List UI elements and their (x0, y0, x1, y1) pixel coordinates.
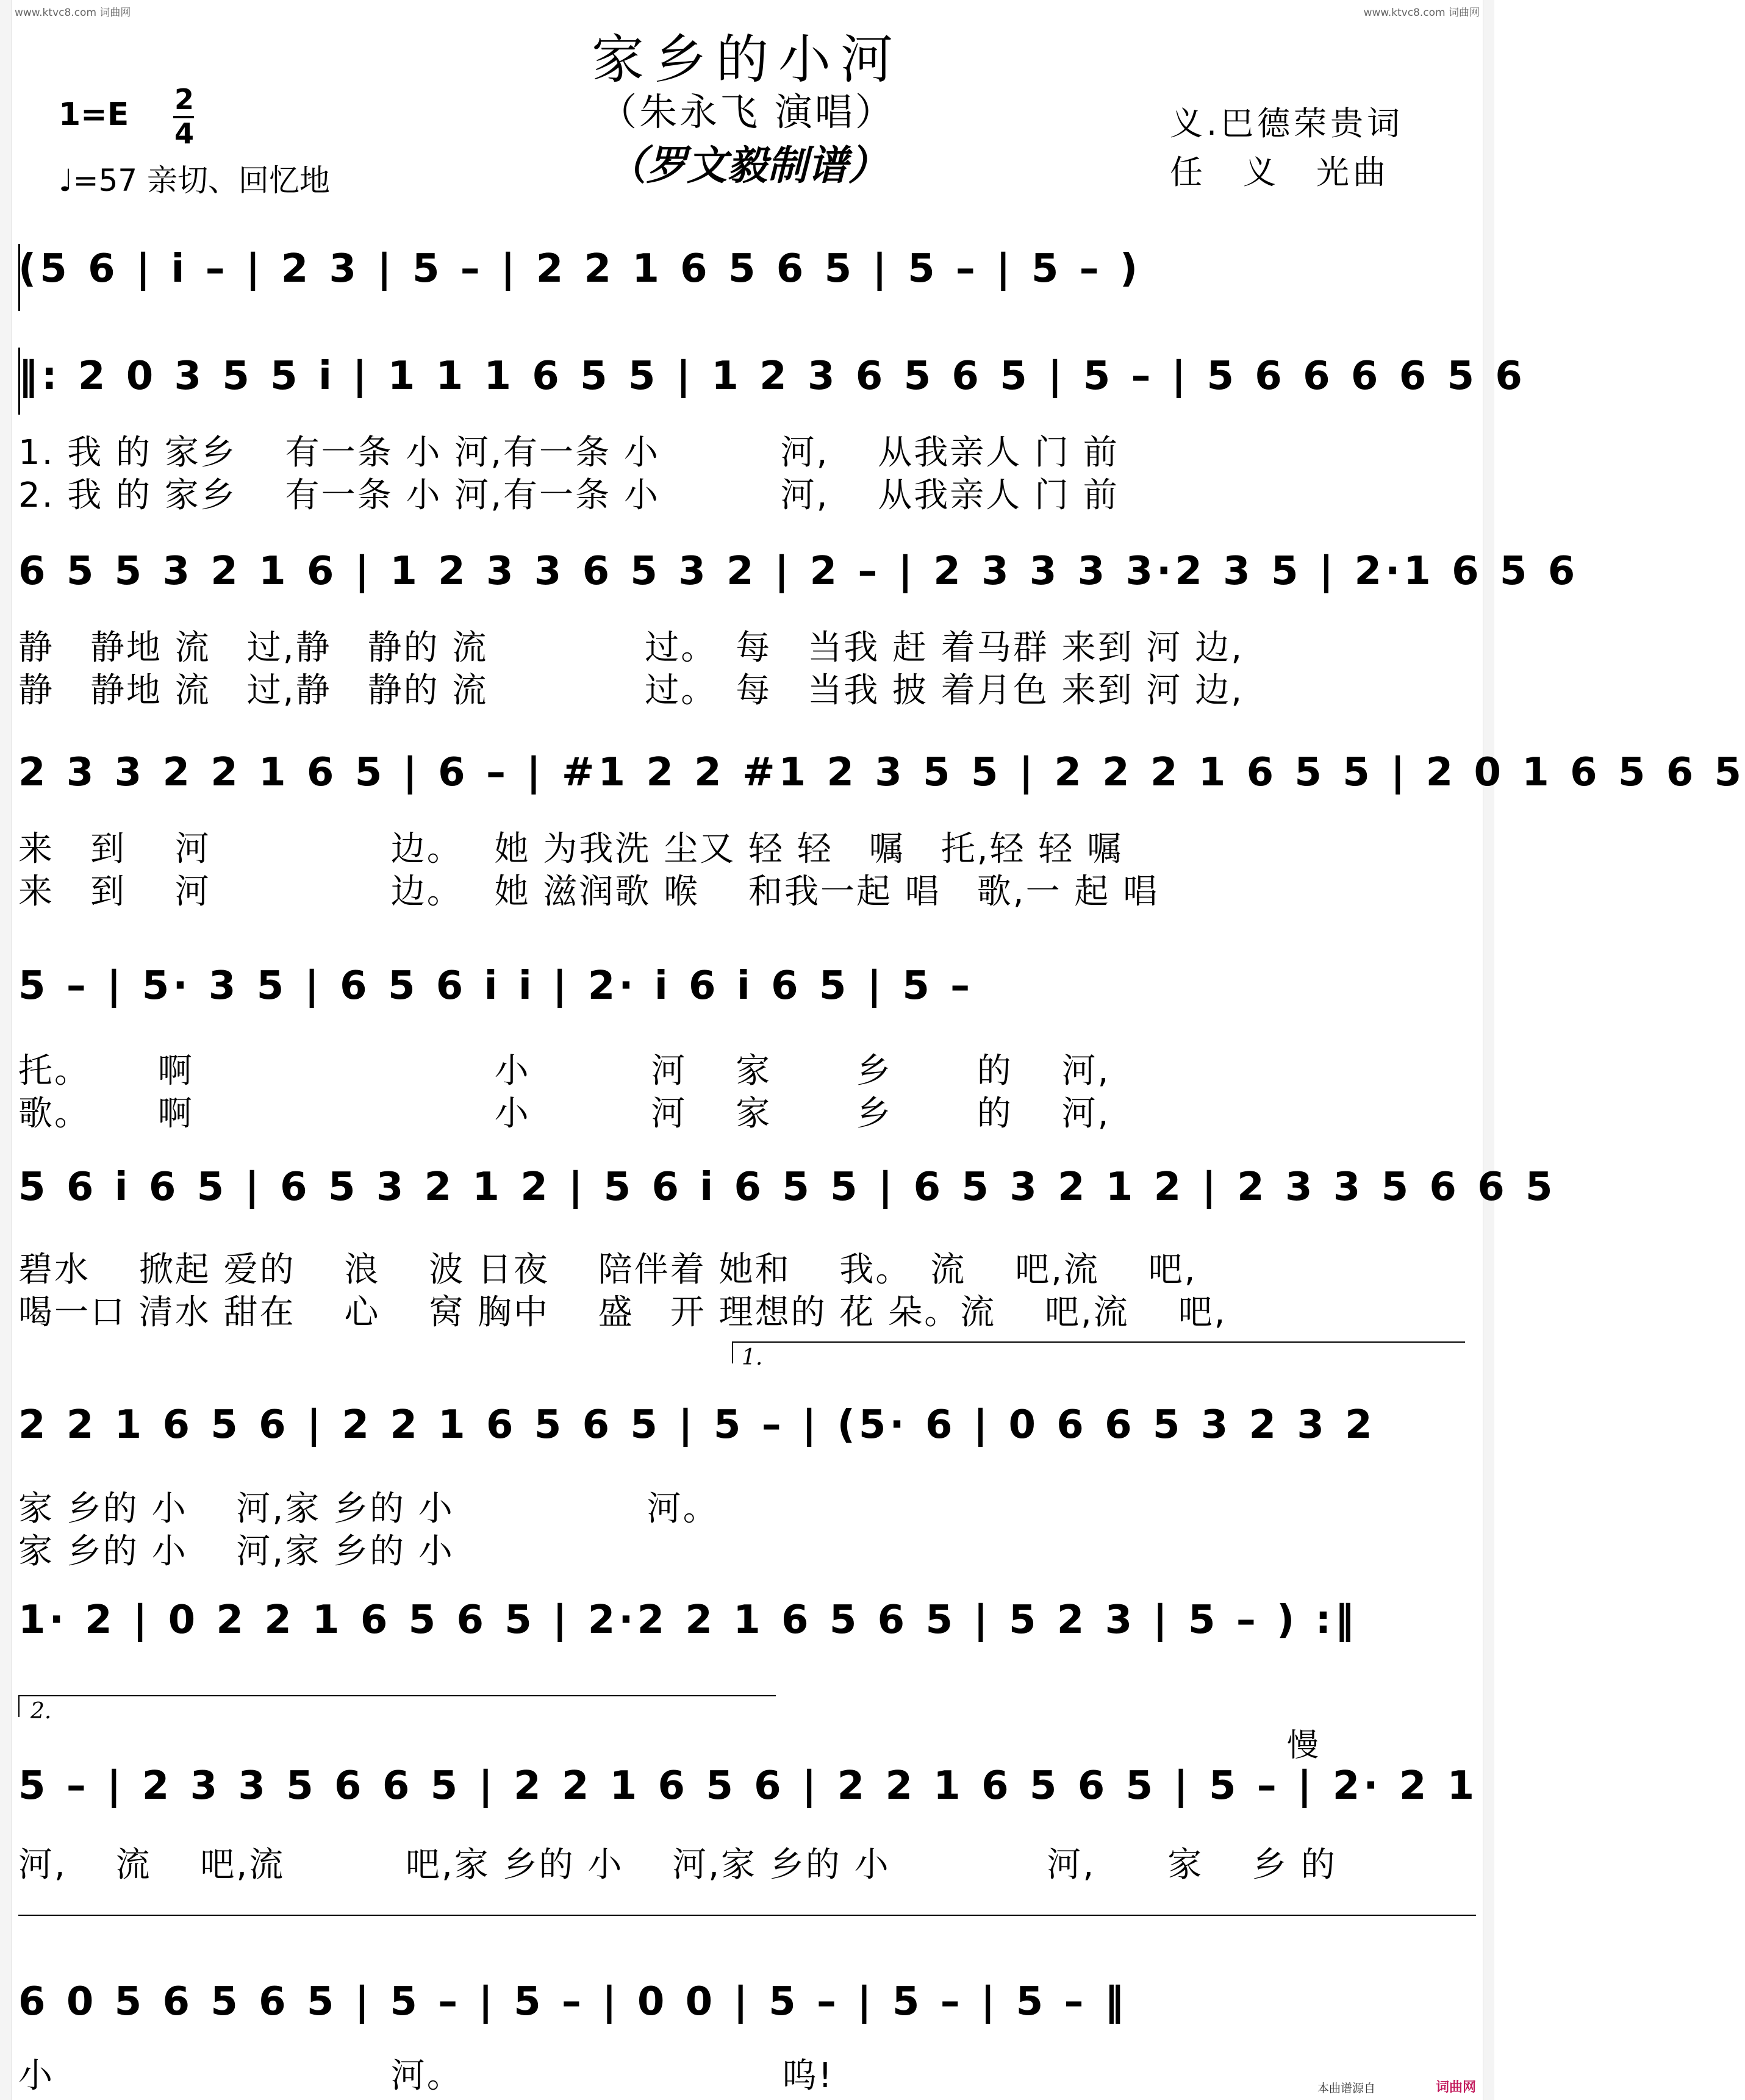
transcriber-line: （罗文毅制谱） (606, 141, 888, 189)
score-row (18, 1152, 1557, 1335)
left-margin-strip (0, 0, 12, 2100)
site-watermark-left: www.ktvc8.com 词曲网 (15, 7, 131, 19)
lyric-verse-1: 来 到 河 边。 她 为我洗 尘又 轻 轻 嘱 托,轻 轻 嘱 (18, 829, 1123, 869)
lyric-verse-1: 碧水 掀起 爱的 浪 波 日夜 陪伴着 她和 我。 流 吧,流 吧, (18, 1250, 1197, 1290)
notation-line: 6 0 5 6 5 6 5 | 5 – | 5 – | 0 0 | 5 – | 5 – | 5 – ‖ (18, 1979, 1128, 2024)
lyric-verse-2: 歌。 啊 小 河 家 乡 的 河, (18, 1094, 1111, 1134)
system-top-rule (18, 1915, 1476, 1916)
lyric-verse-2: 来 到 河 边。 她 滋润歌 喉 和我一起 唱 歌,一 起 唱 (18, 872, 1159, 912)
notation-line: 5 – | 2 3 3 5 6 6 5 | 2 2 1 6 5 6 | 2 2 1 6 5 6 5 | 5 – | 2· 2 1 (18, 1763, 1478, 1809)
site-watermark-right: www.ktvc8.com 词曲网 (1363, 7, 1480, 19)
score-row (18, 1585, 1476, 1671)
volta-bracket-1 (732, 1341, 1465, 1363)
notation-line: ‖: 2 0 3 5 5 i | 1 1 1 6 5 5 | 1 2 3 6 5 6 5 | 5 – | 5 6 6 6 6 5 6 (18, 354, 1526, 399)
composer-credit: 任 义 光曲 (1170, 153, 1389, 191)
lyric-line: 河, 流 吧,流 吧,家 乡的 小 河,家 乡的 小 河, 家 乡 的 (18, 1845, 1337, 1885)
time-signature-top: 2 (174, 83, 195, 116)
right-margin-strip (1483, 0, 1494, 2100)
notation-line: 2 2 1 6 5 6 | 2 2 1 6 5 6 5 | 5 – | (5· 6 | 0 6 6 5 3 2 3 2 (18, 1402, 1376, 1448)
volta-number-1: 1. (742, 1345, 763, 1370)
lyric-verse-2: 静 静地 流 过,静 静的 流 过。 每 当我 披 着月色 来到 河 边, (18, 671, 1244, 710)
key-signature: 1=E (59, 96, 129, 133)
notation-line: (5 6 | i – | 2 3 | 5 – | 2 2 1 6 5 6 5 | 5 – | 5 – ) (18, 246, 1142, 291)
score-row (18, 738, 1745, 915)
footer-source-label: 本曲谱源自 (1317, 2082, 1376, 2095)
score-row (18, 1341, 1476, 1573)
notation-line: 5 6 i 6 5 | 6 5 3 2 1 2 | 5 6 i 6 5 5 | 6 5 3 2 1 2 | 2 3 3 5 6 6 5 (18, 1165, 1557, 1210)
score-row (18, 1695, 1476, 1896)
score-row (18, 232, 1476, 323)
volta-bracket-2 (18, 1695, 776, 1717)
lyric-line: 小 河。 呜! (18, 2056, 834, 2096)
lyric-verse-1: 1. 我 的 家乡 有一条 小 河,有一条 小 河, 从我亲人 门 前 (18, 433, 1119, 473)
lyric-verse-2: 2. 我 的 家乡 有一条 小 河,有一条 小 河, 从我亲人 门 前 (18, 476, 1119, 515)
score-row (18, 341, 1526, 518)
lyric-verse-2: 家 乡的 小 河,家 乡的 小 (18, 1532, 454, 1571)
notation-line: 5 – | 5· 3 5 | 6 5 6 i i | 2· i 6 i 6 5 | 5 – (18, 963, 974, 1009)
song-title: 家乡的小河 (592, 29, 903, 90)
lyric-verse-1: 静 静地 流 过,静 静的 流 过。 每 当我 赶 着马群 来到 河 边, (18, 628, 1244, 668)
volta-number-2: 2. (30, 1699, 52, 1724)
tempo-mark-slow: 慢 (1287, 1727, 1319, 1764)
singer-line: （朱永飞 演唱） (599, 90, 895, 134)
lyric-verse-1: 家 乡的 小 河,家 乡的 小 河。 (18, 1489, 719, 1529)
notation-line: 6 5 5 3 2 1 6 | 1 2 3 3 6 5 3 2 | 2 – | 2 3 3 3 3·2 3 5 | 2·1 6 5 6 (18, 549, 1579, 594)
notation-line: 2 3 3 2 2 1 6 5 | 6 – | #1 2 2 #1 2 3 5 5 | 2 2 2 1 6 5 5 | 2 0 1 6 5 6 5 (18, 750, 1745, 795)
time-signature-bottom: 4 (174, 117, 195, 150)
lyric-verse-2: 喝一口 清水 甜在 心 窝 胸中 盛 开 理想的 花 朵。流 吧,流 吧, (18, 1293, 1227, 1332)
notation-line: 1· 2 | 0 2 2 1 6 5 6 5 | 2·2 2 1 6 5 6 5 | 5 2 3 | 5 – ) :‖ (18, 1598, 1358, 1643)
lyric-verse-1: 托。 啊 小 河 家 乡 的 河, (18, 1051, 1111, 1091)
lyricist-credit: 义.巴德荣贵词 (1170, 104, 1404, 143)
score-row (18, 951, 1476, 1134)
tempo-marking: ♩=57 亲切、回忆地 (59, 163, 330, 198)
score-row (18, 537, 1579, 713)
footer-site-logo[interactable]: 词曲网 (1436, 2080, 1477, 2095)
